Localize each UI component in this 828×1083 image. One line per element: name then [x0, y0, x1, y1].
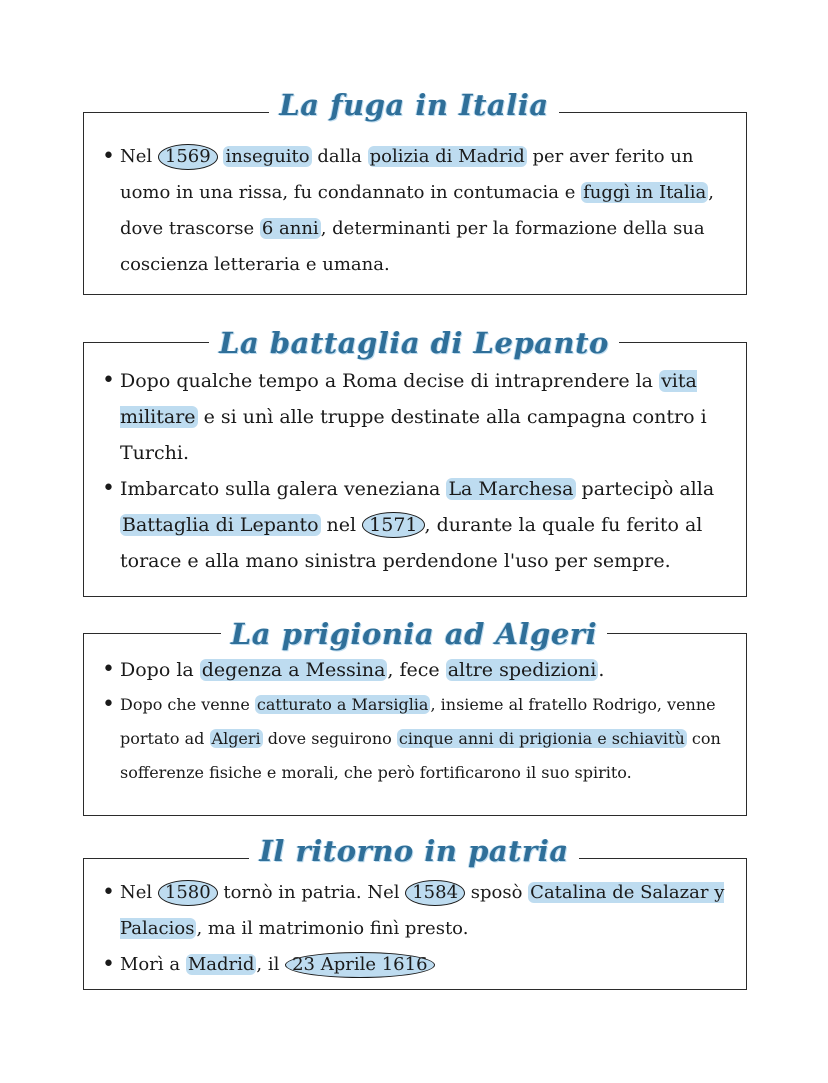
section-title-text: La fuga in Italia [269, 88, 558, 122]
highlight: catturato a Marsiglia [256, 695, 429, 714]
bullet-item [98, 652, 736, 688]
highlight: vita militare [120, 370, 697, 428]
text: tornò in patria. Nel [217, 882, 406, 903]
section-content [98, 363, 736, 579]
text: , insieme al fratello Rodrigo, venne portato ad [120, 695, 716, 748]
text: , dove trascorse [120, 182, 715, 239]
text: , ma il matrimonio finì presto. [196, 918, 469, 939]
text: , il [256, 954, 286, 975]
section-title-text: La prigionia ad Algeri [221, 617, 607, 651]
section-content [98, 652, 736, 790]
highlight: polizia di Madrid [369, 146, 525, 167]
text: nel [320, 514, 363, 536]
section-la-battaglia-di-lepanto [83, 342, 747, 597]
bullet-item [98, 947, 736, 983]
bullet-item [98, 875, 736, 947]
text: Imbarcato sulla galera veneziana [120, 478, 447, 500]
text: sposò [465, 882, 529, 903]
year-circled: 1584 [405, 880, 465, 906]
text: Dopo la [120, 659, 200, 681]
text: Nel [120, 882, 158, 903]
highlight: altre spedizioni [447, 659, 597, 681]
text: , fece [387, 659, 446, 681]
year-circled: 1569 [158, 144, 218, 170]
highlight: degenza a Messina [201, 659, 386, 681]
text: Dopo che venne [120, 695, 255, 714]
text: . [598, 659, 605, 681]
text: per aver ferito un uomo in una rissa, fu condannato in contumacia e [120, 146, 694, 203]
bullet-item [98, 688, 736, 790]
highlight: 6 anni [261, 218, 319, 239]
highlight: fuggì in Italia [583, 182, 707, 203]
section-la-fuga-in-italia [83, 112, 747, 295]
date-circled: 23 Aprile 1616 [285, 952, 434, 978]
highlight: Battaglia di Lepanto [122, 514, 319, 536]
highlight: Catalina de Salazar y Palacios [120, 882, 725, 939]
section-content [98, 875, 736, 983]
section-il-ritorno-in-patria [83, 858, 747, 990]
bullet-item [98, 363, 736, 471]
highlight: Algeri [211, 729, 261, 748]
section-content [98, 139, 736, 283]
text: , determinanti per la formazione della sua coscienza letteraria e umana. [120, 218, 705, 275]
year-circled: 1580 [158, 880, 218, 906]
text: Morì a [120, 954, 186, 975]
section-title-text: Il ritorno in patria [249, 834, 578, 868]
year-circled: 1571 [362, 512, 424, 538]
text: Dopo qualche tempo a Roma decise di intraprendere la [120, 370, 660, 392]
highlight: inseguito [225, 146, 310, 167]
text: dove seguirono [262, 729, 397, 748]
highlight: La Marchesa [448, 478, 574, 500]
text: , durante la quale fu ferito al torace e alla mano sinistra perdendone l'uso per sempre. [120, 514, 703, 572]
text: con sofferenze fisiche e morali, che però fortificarono il suo spirito. [120, 729, 721, 782]
text: e si unì alle truppe destinate alla campagna contro i Turchi. [120, 406, 707, 464]
section-title-text: La battaglia di Lepanto [209, 326, 619, 360]
section-la-prigionia-ad-algeri [83, 633, 747, 816]
bullet-item [98, 139, 736, 283]
text: partecipò alla [575, 478, 715, 500]
text: Nel [120, 146, 158, 167]
highlight: cinque anni di prigionia e schiavitù [398, 729, 685, 748]
bullet-item [98, 471, 736, 579]
highlight: Madrid [187, 954, 255, 975]
text: dalla [311, 146, 368, 167]
